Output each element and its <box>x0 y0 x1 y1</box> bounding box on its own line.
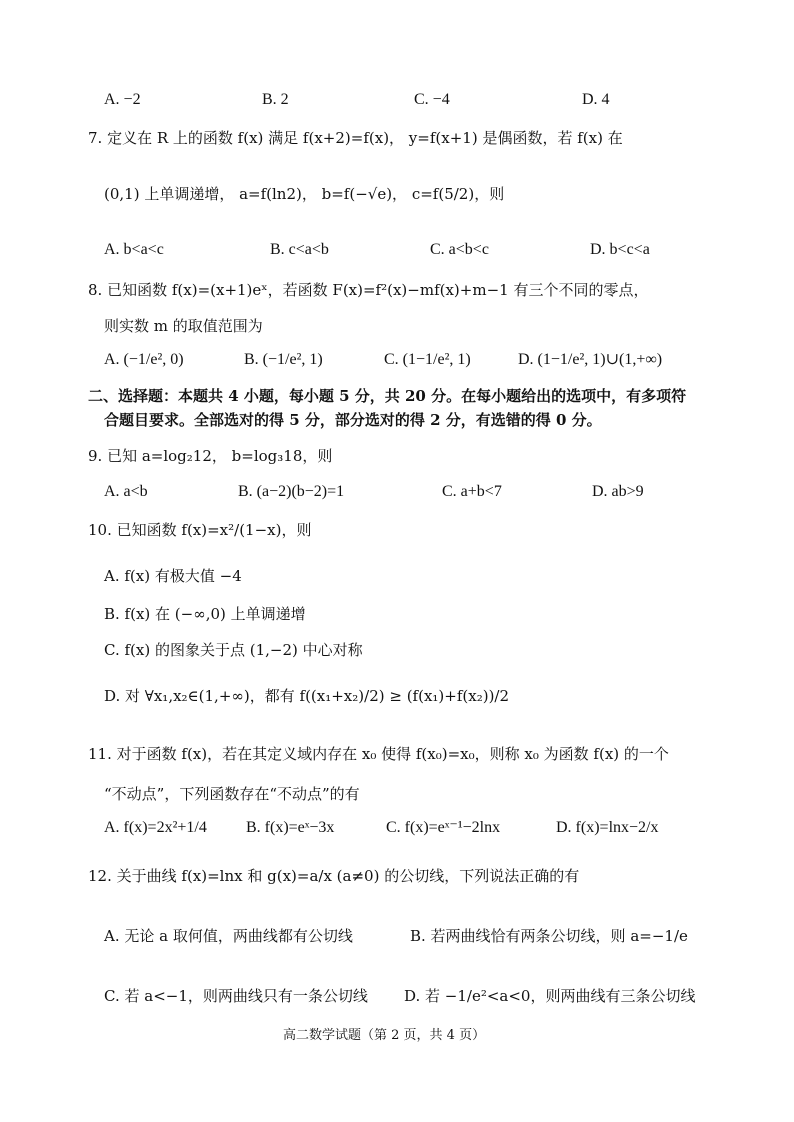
q10-option-d: D. 对 ∀x₁,x₂∈(1,+∞)，都有 f((x₁+x₂)/2) ≥ (f(x₁)+f(x₂))/2 <box>104 687 510 705</box>
q9-stem: 9. 已知 a=log₂12， b=log₃18，则 <box>88 447 333 465</box>
q9-option-a: A. a<b <box>104 483 148 500</box>
q11-stem-line1: 11. 对于函数 f(x)，若在其定义域内存在 x₀ 使得 f(x₀)=x₀，则称 x₀ 为函数 f(x) 的一个 <box>88 745 669 763</box>
q12-stem: 12. 关于曲线 f(x)=lnx 和 g(x)=a/x (a≠0) 的公切线，下列说法正确的有 <box>88 867 580 885</box>
q6-option-a: A. −2 <box>104 91 141 108</box>
q12-option-b: B. 若两曲线恰有两条公切线，则 a=−1/e <box>410 927 688 945</box>
q10-stem: 10. 已知函数 f(x)=x²/(1−x)，则 <box>88 521 312 539</box>
q8-option-a: A. (−1/e², 0) <box>104 351 184 368</box>
q11-option-c: C. f(x)=eˣ⁻¹−2lnx <box>386 819 501 836</box>
q10-option-c: C. f(x) 的图象关于点 (1,−2) 中心对称 <box>104 641 363 659</box>
q6-option-b: B. 2 <box>262 91 289 108</box>
q9-option-c: C. a+b<7 <box>442 483 502 500</box>
q7-option-b: B. c<a<b <box>270 241 329 258</box>
q10-option-b: B. f(x) 在 (−∞,0) 上单调递增 <box>104 605 306 623</box>
page-footer: 高二数学试题（第 2 页，共 4 页） <box>283 1028 486 1043</box>
q7-stem-line1: 7. 定义在 R 上的函数 f(x) 满足 f(x+2)=f(x)， y=f(x+1) 是偶函数，若 f(x) 在 <box>88 129 623 147</box>
q12-option-a: A. 无论 a 取何值，两曲线都有公切线 <box>104 927 353 945</box>
q8-option-d: D. (1−1/e², 1)∪(1,+∞) <box>518 351 663 368</box>
q6-option-d: D. 4 <box>582 91 610 108</box>
q11-option-a: A. f(x)=2x²+1/4 <box>104 819 207 836</box>
q7-option-d: D. b<c<a <box>590 241 650 258</box>
q9-option-b: B. (a−2)(b−2)=1 <box>238 483 345 500</box>
q11-stem-line2: “不动点”，下列函数存在“不动点”的有 <box>104 785 360 803</box>
q12-option-d: D. 若 −1/e²<a<0，则两曲线有三条公切线 <box>404 987 696 1005</box>
q6-option-c: C. −4 <box>414 91 450 108</box>
section2-heading-line2: 合题目要求。全部选对的得 5 分，部分选对的得 2 分，有选错的得 0 分。 <box>104 411 602 429</box>
q8-option-b: B. (−1/e², 1) <box>244 351 323 368</box>
q7-option-a: A. b<a<c <box>104 241 164 258</box>
q9-option-d: D. ab>9 <box>592 483 644 500</box>
q7-stem-line2: (0,1) 上单调递增， a=f(ln2)， b=f(−√e)， c=f(5/2)，则 <box>104 185 505 203</box>
q11-option-b: B. f(x)=eˣ−3x <box>246 819 335 836</box>
q8-option-c: C. (1−1/e², 1) <box>384 351 471 368</box>
q12-option-c: C. 若 a<−1，则两曲线只有一条公切线 <box>104 987 368 1005</box>
section2-heading-line1: 二、选择题：本题共 4 小题，每小题 5 分，共 20 分。在每小题给出的选项中，有多项符 <box>88 387 687 405</box>
q8-stem-line1: 8. 已知函数 f(x)=(x+1)eˣ，若函数 F(x)=f²(x)−mf(x)+m−1 有三个不同的零点， <box>88 281 649 299</box>
q7-option-c: C. a<b<c <box>430 241 489 258</box>
q10-option-a: A. f(x) 有极大值 −4 <box>104 567 242 585</box>
q8-stem-line2: 则实数 m 的取值范围为 <box>104 317 263 335</box>
q11-option-d: D. f(x)=lnx−2/x <box>556 819 659 836</box>
